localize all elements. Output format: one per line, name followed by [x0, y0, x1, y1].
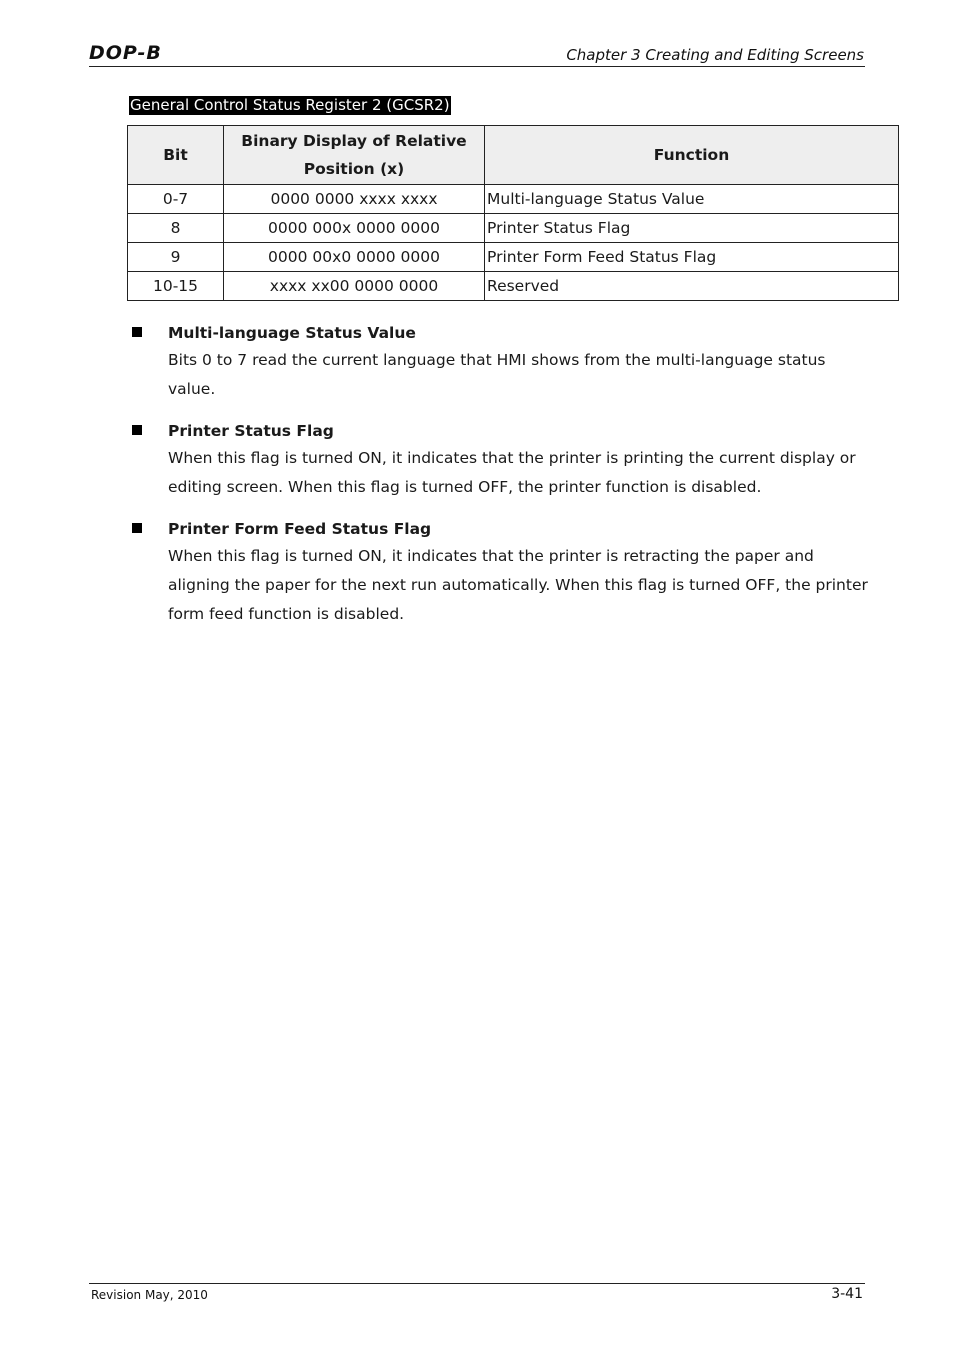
table-row — [128, 272, 899, 301]
item-title: Printer Form Feed Status Flag — [168, 520, 432, 538]
cell-binary: xxxx xx00 0000 0000 — [224, 272, 485, 301]
square-bullet-icon — [132, 327, 142, 337]
table-row — [128, 214, 899, 243]
table-header-row — [128, 126, 899, 185]
cell-function: Printer Status Flag — [485, 214, 899, 243]
item-title: Printer Status Flag — [168, 422, 334, 440]
table-row — [128, 185, 899, 214]
header-divider — [89, 66, 865, 67]
list-item — [129, 320, 869, 404]
list-item — [129, 418, 869, 502]
cell-binary: 0000 00x0 0000 0000 — [224, 243, 485, 272]
cell-binary: 0000 0000 xxxx xxxx — [224, 185, 485, 214]
revision-date: Revision May, 2010 — [91, 1288, 208, 1302]
cell-bit: 10-15 — [128, 272, 224, 301]
chapter-title: Chapter 3 Creating and Editing Screens — [566, 46, 864, 64]
cell-bit: 8 — [128, 214, 224, 243]
item-body: When this flag is turned ON, it indicates that the printer is retracting the paper and aligning the paper for the next run automatically. When this flag is turned OFF, the printer form feed function is disabled. — [168, 547, 868, 623]
description-list — [129, 320, 869, 643]
cell-binary: 0000 000x 0000 0000 — [224, 214, 485, 243]
column-header-function: Function — [485, 126, 899, 185]
square-bullet-icon — [132, 425, 142, 435]
cell-function: Multi-language Status Value — [485, 185, 899, 214]
column-header-bit: Bit — [128, 126, 224, 185]
item-body: Bits 0 to 7 read the current language that HMI shows from the multi-language status value. — [168, 351, 826, 398]
list-item — [129, 516, 869, 629]
cell-bit: 0-7 — [128, 185, 224, 214]
brand-logo: DOP-B — [89, 42, 162, 64]
item-title: Multi-language Status Value — [168, 324, 416, 342]
page-number: 3-41 — [831, 1286, 863, 1302]
square-bullet-icon — [132, 523, 142, 533]
table-row — [128, 243, 899, 272]
cell-function: Reserved — [485, 272, 899, 301]
section-title: General Control Status Register 2 (GCSR2) — [130, 96, 450, 114]
footer-divider — [89, 1283, 865, 1284]
item-body: When this flag is turned ON, it indicates that the printer is printing the current display or editing screen. When this flag is turned OFF, the printer function is disabled. — [168, 449, 856, 496]
register-table — [127, 125, 899, 301]
cell-bit: 9 — [128, 243, 224, 272]
cell-function: Printer Form Feed Status Flag — [485, 243, 899, 272]
column-header-binary: Binary Display of Relative Position (x) — [224, 126, 485, 185]
